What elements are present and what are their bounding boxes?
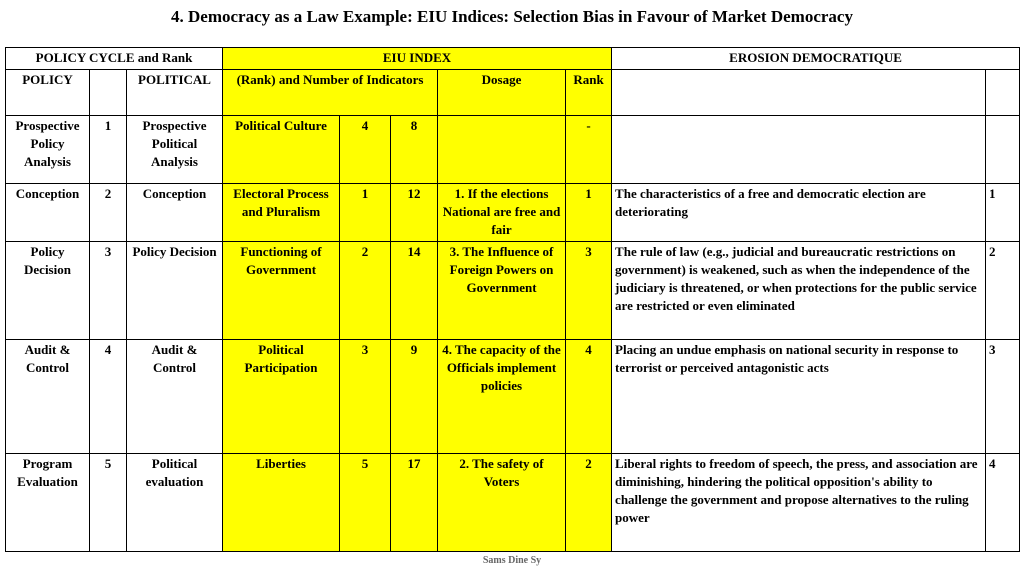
eiu-indicators-cell: 9 bbox=[391, 340, 438, 454]
dosage-cell bbox=[438, 116, 566, 184]
political-cell: Policy Decision bbox=[127, 242, 223, 340]
dosage-rank-cell: - bbox=[566, 116, 612, 184]
erosion-cell bbox=[612, 116, 986, 184]
policy-cell: Prospective Policy Analysis bbox=[6, 116, 90, 184]
policy-rank-cell: 3 bbox=[90, 242, 127, 340]
eiu-indicators-cell: 8 bbox=[391, 116, 438, 184]
policy-rank-cell: 5 bbox=[90, 454, 127, 552]
policy-rank-cell: 4 bbox=[90, 340, 127, 454]
erosion-cell: Liberal rights to freedom of speech, the press, and association are diminishing, hindering the political opposition's ability to challenge the government and propose alternatives to the ruling power bbox=[612, 454, 986, 552]
political-cell: Conception bbox=[127, 184, 223, 242]
dosage-rank-cell: 1 bbox=[566, 184, 612, 242]
policy-cell: Program Evaluation bbox=[6, 454, 90, 552]
eiu-category-cell: Electoral Process and Pluralism bbox=[223, 184, 340, 242]
eiu-category-cell: Political Culture bbox=[223, 116, 340, 184]
political-cell: Prospective Political Analysis bbox=[127, 116, 223, 184]
policy-cell: Audit & Control bbox=[6, 340, 90, 454]
political-cell: Audit & Control bbox=[127, 340, 223, 454]
eiu-rank-cell: 1 bbox=[340, 184, 391, 242]
table-row bbox=[6, 184, 1020, 242]
policy-cell: Conception bbox=[6, 184, 90, 242]
table-row bbox=[6, 116, 1020, 184]
erosion-rank-cell: 4 bbox=[986, 454, 1020, 552]
dosage-cell: 3. The Influence of Foreign Powers on Government bbox=[438, 242, 566, 340]
header-policy-rank bbox=[90, 70, 127, 116]
policy-rank-cell: 1 bbox=[90, 116, 127, 184]
header-dosage: Dosage bbox=[438, 70, 566, 116]
slide-title: 4. Democracy as a Law Example: EIU Indices: Selection Bias in Favour of Market Democracy bbox=[171, 7, 853, 26]
dosage-rank-cell: 2 bbox=[566, 454, 612, 552]
dosage-cell: 1. If the elections National are free and fair bbox=[438, 184, 566, 242]
eiu-rank-cell: 2 bbox=[340, 242, 391, 340]
policy-rank-cell: 2 bbox=[90, 184, 127, 242]
table-row bbox=[6, 242, 1020, 340]
table-row bbox=[6, 340, 1020, 454]
header-policy: POLICY bbox=[6, 70, 90, 116]
header-erosion: EROSION DEMOCRATIQUE bbox=[612, 48, 1020, 70]
erosion-rank-cell bbox=[986, 116, 1020, 184]
eiu-category-cell: Liberties bbox=[223, 454, 340, 552]
dosage-rank-cell: 4 bbox=[566, 340, 612, 454]
erosion-rank-cell: 1 bbox=[986, 184, 1020, 242]
dosage-cell: 4. The capacity of the Officials implement policies bbox=[438, 340, 566, 454]
dosage-rank-cell: 3 bbox=[566, 242, 612, 340]
eiu-indicators-cell: 12 bbox=[391, 184, 438, 242]
eiu-category-cell: Functioning of Government bbox=[223, 242, 340, 340]
header-row-1 bbox=[6, 48, 1020, 70]
header-policy-cycle: POLICY CYCLE and Rank bbox=[6, 48, 223, 70]
header-political: POLITICAL bbox=[127, 70, 223, 116]
erosion-cell: Placing an undue emphasis on national security in response to terrorist or perceived antagonistic acts bbox=[612, 340, 986, 454]
eiu-indicators-cell: 14 bbox=[391, 242, 438, 340]
eiu-category-cell: Political Participation bbox=[223, 340, 340, 454]
header-rank-number: (Rank) and Number of Indicators bbox=[223, 70, 438, 116]
erosion-rank-cell: 3 bbox=[986, 340, 1020, 454]
eiu-rank-cell: 4 bbox=[340, 116, 391, 184]
policy-eiu-table bbox=[5, 47, 1020, 552]
dosage-cell: 2. The safety of Voters bbox=[438, 454, 566, 552]
header-erosion-blank bbox=[612, 70, 986, 116]
header-eiu-index: EIU INDEX bbox=[223, 48, 612, 70]
table-row bbox=[6, 454, 1020, 552]
footer-author: Sams Dine Sy bbox=[482, 555, 542, 566]
erosion-cell: The rule of law (e.g., judicial and bureaucratic restrictions on government) is weakened, such as when the independence of the judiciary is threatened, or when protections for the public service are restricted or even eliminated bbox=[612, 242, 986, 340]
header-erosion-rank-blank bbox=[986, 70, 1020, 116]
erosion-cell: The characteristics of a free and democratic election are deteriorating bbox=[612, 184, 986, 242]
header-row-2 bbox=[6, 70, 1020, 116]
eiu-rank-cell: 3 bbox=[340, 340, 391, 454]
policy-cell: Policy Decision bbox=[6, 242, 90, 340]
erosion-rank-cell: 2 bbox=[986, 242, 1020, 340]
political-cell: Political evaluation bbox=[127, 454, 223, 552]
eiu-rank-cell: 5 bbox=[340, 454, 391, 552]
eiu-indicators-cell: 17 bbox=[391, 454, 438, 552]
header-rank: Rank bbox=[566, 70, 612, 116]
